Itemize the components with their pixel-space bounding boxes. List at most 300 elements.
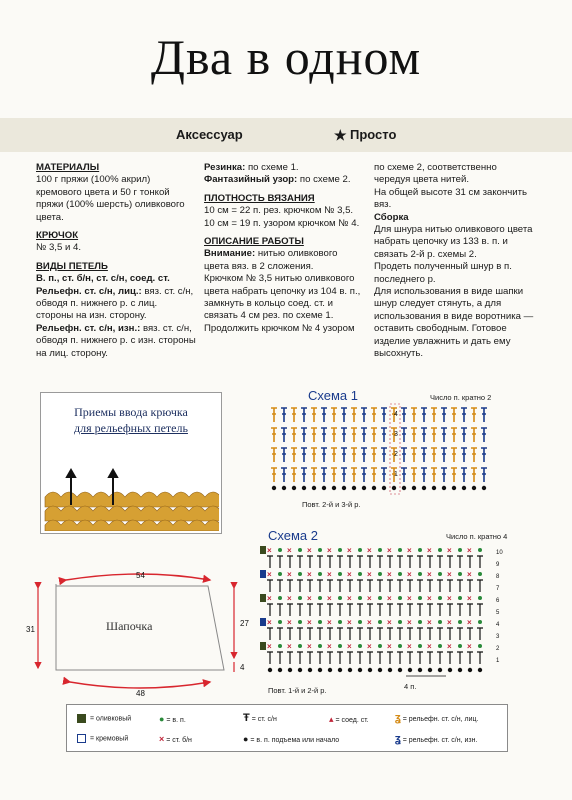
legend-chain: ● = в. п. xyxy=(159,714,186,724)
chain-mark xyxy=(418,620,422,624)
work-text-2: Продолжить крючком № 4 узором xyxy=(204,322,355,334)
dc-mark xyxy=(357,628,363,640)
stitch xyxy=(411,408,417,422)
legend-bpdc: ʓ = рельефн. ст. с/н, изн. xyxy=(395,733,478,745)
sc-mark: × xyxy=(467,618,472,627)
stitch xyxy=(401,408,407,422)
stitch xyxy=(461,408,467,422)
stitch xyxy=(281,468,287,482)
dc-mark xyxy=(417,652,423,664)
row-number: 5 xyxy=(496,610,500,616)
dc-mark xyxy=(457,580,463,592)
chain-mark xyxy=(458,572,462,576)
sc-mark: × xyxy=(467,642,472,651)
sc-mark: × xyxy=(387,642,392,651)
stitch xyxy=(441,468,447,482)
dc-mark xyxy=(457,628,463,640)
sc-mark: × xyxy=(267,642,272,651)
chain-mark xyxy=(318,644,322,648)
dc-mark xyxy=(447,652,453,664)
stitch xyxy=(361,408,367,422)
legend xyxy=(66,704,508,752)
stitch xyxy=(371,408,377,422)
chain-mark xyxy=(458,548,462,552)
row-number: 4 xyxy=(496,622,500,628)
chain-stitch xyxy=(302,486,306,490)
sc-mark: × xyxy=(467,594,472,603)
stitch-fp-label: Рельефн. ст. с/н, лиц.: xyxy=(36,285,142,297)
dc-mark xyxy=(317,628,323,640)
chain-stitch xyxy=(392,486,396,490)
base-chain xyxy=(368,668,372,672)
gauge-2: 10 см = 19 п. узором крючком № 4. xyxy=(204,217,360,229)
legend-lift: ● = в. п. подъема или начало xyxy=(243,734,340,744)
dc-mark xyxy=(277,556,283,568)
stitch xyxy=(321,468,327,482)
sc-mark: × xyxy=(287,594,292,603)
base-chain xyxy=(478,668,482,672)
base-chain xyxy=(458,668,462,672)
dc-mark xyxy=(327,556,333,568)
dc-mark xyxy=(477,652,483,664)
chain-mark xyxy=(438,548,442,552)
dc-mark xyxy=(347,652,353,664)
stitch xyxy=(381,428,387,442)
dim-bottom: 48 xyxy=(136,689,145,698)
row-color-marker xyxy=(260,642,266,650)
row-number: 4 xyxy=(394,411,398,418)
chain-stitch xyxy=(432,486,436,490)
dc-mark xyxy=(367,652,373,664)
row-number: 7 xyxy=(496,586,500,592)
stitch xyxy=(461,428,467,442)
stitches-basic: В. п., ст. б/н, ст. с/н, соед. ст. xyxy=(36,273,170,285)
chain-mark xyxy=(318,572,322,576)
fancy-label: Фантазийный узор: xyxy=(204,174,298,186)
stitch xyxy=(291,428,297,442)
chain-mark xyxy=(358,620,362,624)
lift-icon: ● xyxy=(243,734,249,744)
stitch-bp-text: вяз. ст. с/н, обводя п. нижнего р. с изн. стороны на лиц. сторону. xyxy=(36,322,196,359)
sc-mark: × xyxy=(367,618,372,627)
dc-mark xyxy=(267,652,273,664)
attention-label: Внимание: xyxy=(204,248,256,260)
stitches-heading: ВИДЫ ПЕТЕЛЬ xyxy=(36,260,108,272)
chain-mark xyxy=(278,644,282,648)
chain-mark xyxy=(418,644,422,648)
chain-icon: ● xyxy=(159,714,165,724)
row-number: 1 xyxy=(496,658,500,664)
dc-mark xyxy=(397,652,403,664)
stitch xyxy=(411,448,417,462)
chain-stitch xyxy=(292,486,296,490)
stitch xyxy=(461,468,467,482)
chain-mark xyxy=(458,644,462,648)
stitch xyxy=(281,448,287,462)
gauge-heading: ПЛОТНОСТЬ ВЯЗАНИЯ xyxy=(204,192,315,204)
chain-mark xyxy=(478,596,482,600)
dim-right-2: 4 xyxy=(240,663,245,672)
dc-mark xyxy=(327,580,333,592)
chain-mark xyxy=(298,620,302,624)
base-chain xyxy=(378,668,382,672)
stitch xyxy=(481,468,487,482)
stitch xyxy=(471,428,477,442)
stitch xyxy=(431,408,437,422)
sc-mark: × xyxy=(327,546,332,555)
dim-left: 31 xyxy=(26,625,35,634)
sc-mark: × xyxy=(407,594,412,603)
assembly-text-1: Для шнура нитью оливкового цвета набрать цепочку из 133 в. п. и связать 2-й р. схемы 2. xyxy=(374,224,533,260)
scheme2-repeat: Число п. кратно 4 xyxy=(446,532,508,541)
base-chain xyxy=(408,668,412,672)
fancy-text: по схеме 2. xyxy=(299,174,351,186)
dc-mark xyxy=(277,628,283,640)
dc-mark xyxy=(337,580,343,592)
row-number: 9 xyxy=(496,562,500,568)
dc-mark xyxy=(267,580,273,592)
stitch xyxy=(371,448,377,462)
scheme1-chart xyxy=(270,400,500,500)
dc-mark xyxy=(287,628,293,640)
base-chain xyxy=(358,668,362,672)
dc-mark xyxy=(387,556,393,568)
stitch xyxy=(341,468,347,482)
stitch xyxy=(461,448,467,462)
dc-mark xyxy=(307,580,313,592)
attention-text: нитью оливкового цвета вяз. в 2 сложения. xyxy=(204,248,338,272)
dc-mark xyxy=(477,556,483,568)
dc-mark xyxy=(457,556,463,568)
dc-mark xyxy=(377,628,383,640)
stitch xyxy=(431,448,437,462)
sc-mark: × xyxy=(267,594,272,603)
stitch xyxy=(351,448,357,462)
chain-mark xyxy=(398,596,402,600)
dc-mark xyxy=(437,556,443,568)
row-number: 3 xyxy=(496,634,500,640)
dc-mark xyxy=(317,604,323,616)
stitch xyxy=(471,468,477,482)
chain-mark xyxy=(338,644,342,648)
base-chain xyxy=(328,668,332,672)
sc-mark: × xyxy=(387,618,392,627)
dc-mark xyxy=(287,652,293,664)
hook-text: № 3,5 и 4. xyxy=(36,242,81,254)
stitch xyxy=(441,408,447,422)
stitch xyxy=(441,448,447,462)
sc-mark: × xyxy=(327,642,332,651)
sc-mark: × xyxy=(467,570,472,579)
stitch xyxy=(361,448,367,462)
dc-mark xyxy=(287,580,293,592)
sc-mark: × xyxy=(427,570,432,579)
sc-mark: × xyxy=(287,618,292,627)
dc-mark xyxy=(307,652,313,664)
chain-mark xyxy=(358,548,362,552)
stitch xyxy=(341,428,347,442)
legend-sl: ▴ = соед. ст. xyxy=(329,714,369,724)
work-column xyxy=(204,162,364,335)
dim-right-1: 27 xyxy=(240,619,249,628)
chain-mark xyxy=(438,620,442,624)
dc-mark xyxy=(377,580,383,592)
stitch xyxy=(321,448,327,462)
dc-mark xyxy=(337,628,343,640)
row-number: 10 xyxy=(496,550,503,556)
stitch xyxy=(471,448,477,462)
chain-mark xyxy=(398,620,402,624)
sc-mark: × xyxy=(327,594,332,603)
chain-mark xyxy=(458,596,462,600)
category-label: Аксессуар xyxy=(176,127,243,142)
row-number: 3 xyxy=(394,431,398,438)
stitch xyxy=(301,448,307,462)
stitch xyxy=(471,408,477,422)
stitch xyxy=(381,468,387,482)
sc-mark: × xyxy=(367,594,372,603)
chain-stitch xyxy=(412,486,416,490)
dc-mark xyxy=(407,604,413,616)
dc-mark xyxy=(347,580,353,592)
chain-stitch xyxy=(452,486,456,490)
base-chain xyxy=(468,668,472,672)
sc-mark: × xyxy=(347,570,352,579)
stitch xyxy=(271,448,277,462)
dc-mark xyxy=(417,628,423,640)
panel-title-1: Приемы ввода крючка xyxy=(74,405,188,419)
sc-mark: × xyxy=(327,570,332,579)
chain-mark xyxy=(318,596,322,600)
stitch xyxy=(401,448,407,462)
stitch xyxy=(401,428,407,442)
sc-mark: × xyxy=(427,642,432,651)
chain-stitch xyxy=(422,486,426,490)
dc-mark xyxy=(297,652,303,664)
base-chain xyxy=(298,668,302,672)
stitch xyxy=(401,468,407,482)
chain-mark xyxy=(298,572,302,576)
chain-mark xyxy=(318,548,322,552)
chain-mark xyxy=(378,596,382,600)
chain-mark xyxy=(318,620,322,624)
sc-mark: × xyxy=(447,546,452,555)
dc-mark xyxy=(387,580,393,592)
chain-mark xyxy=(418,596,422,600)
sc-mark: × xyxy=(287,642,292,651)
base-chain xyxy=(398,668,402,672)
sc-mark: × xyxy=(367,642,372,651)
stitch xyxy=(331,408,337,422)
dc-mark xyxy=(287,556,293,568)
scheme2-chart xyxy=(256,540,508,680)
chain-mark xyxy=(378,572,382,576)
scheme2-rows: Повт. 1-й и 2-й р. xyxy=(268,686,327,695)
dc-mark xyxy=(397,580,403,592)
page-title: Два в одном xyxy=(150,29,422,85)
sc-mark: × xyxy=(427,546,432,555)
dc-mark xyxy=(347,604,353,616)
base-chain xyxy=(348,668,352,672)
stitch xyxy=(381,408,387,422)
dc-mark xyxy=(397,604,403,616)
dc-mark xyxy=(267,628,273,640)
dc-mark xyxy=(407,628,413,640)
stitch xyxy=(481,408,487,422)
gauge-1: 10 см = 22 п. рез. крючком № 3,5. xyxy=(204,205,354,217)
dc-mark xyxy=(297,556,303,568)
stitch xyxy=(421,468,427,482)
dc-mark xyxy=(397,556,403,568)
stitch xyxy=(481,428,487,442)
dc-mark xyxy=(357,580,363,592)
stitch xyxy=(271,428,277,442)
stitch xyxy=(271,408,277,422)
sc-mark: × xyxy=(407,642,412,651)
dc-mark xyxy=(357,556,363,568)
dc-mark xyxy=(367,556,373,568)
chain-stitch xyxy=(332,486,336,490)
stitch xyxy=(331,468,337,482)
stitch xyxy=(411,428,417,442)
scheme2-title: Схема 2 xyxy=(268,528,318,543)
dc-mark xyxy=(427,628,433,640)
stitch xyxy=(361,428,367,442)
base-chain xyxy=(438,668,442,672)
chain-mark xyxy=(438,572,442,576)
stitch xyxy=(301,468,307,482)
chain-stitch xyxy=(312,486,316,490)
difficulty-label: Просто xyxy=(350,127,397,142)
stitch xyxy=(331,428,337,442)
sc-mark: × xyxy=(407,546,412,555)
row-color-marker xyxy=(260,570,266,578)
sc-mark: × xyxy=(387,546,392,555)
dc-mark xyxy=(447,580,453,592)
stitch xyxy=(291,468,297,482)
sc-mark: × xyxy=(267,570,272,579)
sc-mark: × xyxy=(347,546,352,555)
dc-mark xyxy=(467,580,473,592)
assembly-column xyxy=(374,162,534,361)
stitch xyxy=(451,408,457,422)
sc-mark: × xyxy=(447,570,452,579)
stitch xyxy=(441,428,447,442)
sc-mark: × xyxy=(467,546,472,555)
dc-mark xyxy=(417,556,423,568)
dc-mark xyxy=(327,628,333,640)
sc-mark: × xyxy=(327,618,332,627)
chain-stitch xyxy=(272,486,276,490)
sc-mark: × xyxy=(307,594,312,603)
sc-mark: × xyxy=(387,594,392,603)
stitch xyxy=(361,468,367,482)
category-band xyxy=(0,118,572,152)
slip-icon: ▴ xyxy=(329,714,334,724)
legend-fpdc: ʓ = рельефн. ст. с/н, лиц. xyxy=(395,712,479,724)
sc-mark: × xyxy=(387,570,392,579)
scheme1-title: Схема 1 xyxy=(308,388,358,403)
base-chain xyxy=(288,668,292,672)
row-number: 8 xyxy=(496,574,500,580)
dc-mark xyxy=(477,628,483,640)
dc-mark xyxy=(427,580,433,592)
dc-mark xyxy=(277,580,283,592)
dc-mark xyxy=(307,604,313,616)
hat-pattern-diagram xyxy=(10,570,250,700)
sc-mark: × xyxy=(347,618,352,627)
dc-mark xyxy=(467,556,473,568)
dc-mark xyxy=(467,652,473,664)
cont-text-2: На общей высоте 31 см закончить вяз. xyxy=(374,186,528,211)
stitch xyxy=(481,448,487,462)
dc-mark xyxy=(367,604,373,616)
sc-mark: × xyxy=(447,642,452,651)
chain-stitch xyxy=(352,486,356,490)
dc-mark xyxy=(427,556,433,568)
row-color-marker xyxy=(260,618,266,626)
sc-mark: × xyxy=(267,546,272,555)
dc-mark xyxy=(327,604,333,616)
panel-title-2: для рельефных петель xyxy=(74,421,188,435)
stitch xyxy=(451,468,457,482)
chain-mark xyxy=(478,644,482,648)
sc-mark: × xyxy=(307,570,312,579)
chain-stitch xyxy=(402,486,406,490)
stitch xyxy=(281,408,287,422)
dc-mark xyxy=(377,556,383,568)
chain-mark xyxy=(438,644,442,648)
dc-mark xyxy=(417,580,423,592)
dc-mark xyxy=(437,652,443,664)
legend-olive: = оливковый xyxy=(77,714,131,723)
stitch xyxy=(431,468,437,482)
legend-dc: Ŧ = ст. с/н xyxy=(243,712,277,724)
stitch xyxy=(351,428,357,442)
hat-label: Шапочка xyxy=(106,619,153,633)
dc-mark xyxy=(267,556,273,568)
row-number: 2 xyxy=(394,451,398,458)
scheme2-span: 4 п. xyxy=(404,682,417,691)
dc-mark xyxy=(437,580,443,592)
sc-mark: × xyxy=(307,642,312,651)
dc-mark xyxy=(447,556,453,568)
row-number: 2 xyxy=(496,646,500,652)
sc-mark: × xyxy=(407,570,412,579)
dc-mark xyxy=(407,652,413,664)
sc-mark: × xyxy=(287,546,292,555)
chain-mark xyxy=(278,548,282,552)
olive-swatch xyxy=(77,714,86,723)
stitch xyxy=(341,448,347,462)
sc-mark: × xyxy=(367,570,372,579)
dc-mark xyxy=(427,652,433,664)
stitch xyxy=(421,428,427,442)
stitch xyxy=(311,408,317,422)
row-number: 1 xyxy=(394,471,398,478)
chain-stitch xyxy=(482,486,486,490)
base-chain xyxy=(278,668,282,672)
stitch xyxy=(301,408,307,422)
stitch xyxy=(451,428,457,442)
stitch xyxy=(321,408,327,422)
dc-mark xyxy=(347,628,353,640)
work-text-1: Крючком № 3,5 нитью оливкового цвета набрать цепочку из 104 в. п., замкнуть в кольцо соед. ст. и связать 4 см рез. по схеме 1. xyxy=(204,273,361,322)
chain-stitch xyxy=(442,486,446,490)
rib-text: по схеме 1. xyxy=(247,162,299,173)
sc-mark: × xyxy=(447,594,452,603)
assembly-text-3: Для использования в виде шапки шнур следует стянуть, а для использования в виде воротника — оставить свободным. Готовое изделие увлажнить и дать ему высохнуть. xyxy=(374,286,534,360)
